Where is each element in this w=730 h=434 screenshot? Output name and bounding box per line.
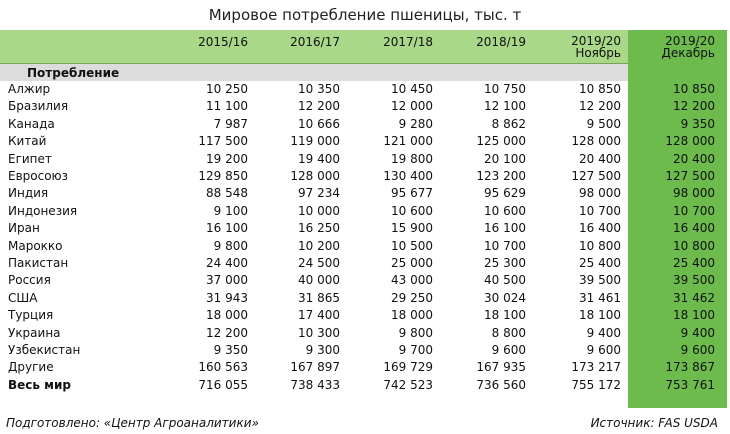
cell-value: 95 629 xyxy=(484,186,526,201)
column-header-month: Ноябрь xyxy=(575,46,621,60)
cell-value: 11 100 xyxy=(206,99,248,114)
footer-credit: Подготовлено: «Центр Агроаналитики» xyxy=(6,416,259,430)
cell-value: 15 900 xyxy=(391,221,433,236)
cell-value: 20 400 xyxy=(673,151,715,166)
cell-value: 128 000 xyxy=(571,134,621,149)
table-row xyxy=(0,168,730,185)
cell-value: 10 700 xyxy=(484,238,526,253)
table-row xyxy=(0,342,730,359)
cell-value: 167 935 xyxy=(476,360,526,375)
table-row xyxy=(0,203,730,220)
cell-value: 95 677 xyxy=(391,186,433,201)
cell-value: 127 500 xyxy=(665,169,715,183)
cell-value: 7 987 xyxy=(213,116,248,131)
cell-value: 10 700 xyxy=(673,203,715,218)
cell-value: 16 400 xyxy=(673,221,715,236)
cell-value: 25 400 xyxy=(579,256,621,270)
cell-value: 9 350 xyxy=(680,116,715,131)
table-row xyxy=(0,116,730,133)
cell-value: 39 500 xyxy=(579,273,621,288)
cell-value: 9 800 xyxy=(398,325,433,340)
column-header xyxy=(531,35,621,59)
cell-value: 121 000 xyxy=(383,134,433,149)
cell-value: 12 100 xyxy=(484,99,526,114)
total-row xyxy=(0,377,730,394)
cell-value: 31 865 xyxy=(298,290,340,305)
column-header xyxy=(158,36,248,48)
column-header xyxy=(250,36,340,48)
row-country: США xyxy=(8,290,38,305)
cell-value: 9 350 xyxy=(213,343,248,357)
table-row xyxy=(0,255,730,272)
cell-value: 98 000 xyxy=(579,186,621,201)
column-header-year: 2019/20 xyxy=(665,34,715,48)
cell-value: 167 897 xyxy=(290,360,340,375)
cell-value: 39 500 xyxy=(673,273,715,288)
row-country: Бразилия xyxy=(8,99,69,114)
column-header-month: Декабрь xyxy=(661,46,715,60)
cell-value: 16 250 xyxy=(298,221,340,236)
table-row xyxy=(0,98,730,115)
cell-value: 31 461 xyxy=(579,290,621,305)
cell-value: 10 500 xyxy=(391,238,433,253)
cell-value: 17 400 xyxy=(298,308,340,323)
row-country: Пакистан xyxy=(8,256,69,270)
row-country: Евросоюз xyxy=(8,169,69,183)
cell-value: 20 100 xyxy=(484,151,526,166)
cell-value: 9 300 xyxy=(305,343,340,357)
row-country: Египет xyxy=(8,151,52,166)
cell-value: 9 280 xyxy=(398,116,433,131)
cell-value: 755 172 xyxy=(571,377,621,392)
cell-value: 127 500 xyxy=(571,169,621,183)
table-row xyxy=(0,185,730,202)
cell-value: 24 400 xyxy=(206,256,248,270)
cell-value: 19 400 xyxy=(298,151,340,166)
cell-value: 12 200 xyxy=(673,99,715,114)
cell-value: 10 250 xyxy=(206,82,248,96)
row-country: Другие xyxy=(8,360,54,375)
column-header-year: 2015/16 xyxy=(198,35,248,49)
table-row xyxy=(0,238,730,255)
cell-value: 25 400 xyxy=(673,256,715,270)
cell-value: 10 300 xyxy=(298,325,340,340)
cell-value: 18 100 xyxy=(579,308,621,323)
table-row xyxy=(0,81,730,98)
cell-value: 12 200 xyxy=(579,99,621,114)
table-row xyxy=(0,290,730,307)
cell-value: 9 500 xyxy=(586,116,621,131)
table-row xyxy=(0,307,730,324)
cell-value: 37 000 xyxy=(206,273,248,288)
cell-value: 10 850 xyxy=(673,82,715,96)
cell-value: 129 850 xyxy=(198,169,248,183)
cell-value: 18 100 xyxy=(673,308,715,323)
row-country: Индия xyxy=(8,186,49,201)
cell-value: 24 500 xyxy=(298,256,340,270)
cell-value: 12 000 xyxy=(391,99,433,114)
cell-value: 173 217 xyxy=(571,360,621,375)
cell-value: 25 300 xyxy=(484,256,526,270)
cell-value: 9 800 xyxy=(213,238,248,253)
cell-value: 19 200 xyxy=(206,151,248,166)
row-country: Весь мир xyxy=(8,377,71,392)
cell-value: 97 234 xyxy=(298,186,340,201)
column-header-year: 2017/18 xyxy=(383,35,433,49)
cell-value: 10 850 xyxy=(579,82,621,96)
cell-value: 9 400 xyxy=(680,325,715,340)
cell-value: 18 100 xyxy=(484,308,526,323)
cell-value: 40 000 xyxy=(298,273,340,288)
cell-value: 10 000 xyxy=(298,203,340,218)
cell-value: 10 450 xyxy=(391,82,433,96)
cell-value: 19 800 xyxy=(391,151,433,166)
cell-value: 173 867 xyxy=(665,360,715,375)
row-country: Иран xyxy=(8,221,40,236)
table-title: Мировое потребление пшеницы, тыс. т xyxy=(208,6,522,24)
cell-value: 117 500 xyxy=(198,134,248,149)
cell-value: 716 055 xyxy=(198,377,248,392)
cell-value: 123 200 xyxy=(476,169,526,183)
cell-value: 18 000 xyxy=(206,308,248,323)
cell-value: 9 400 xyxy=(586,325,621,340)
row-country: Турция xyxy=(8,308,54,323)
cell-value: 30 024 xyxy=(484,290,526,305)
table-row xyxy=(0,151,730,168)
table-row xyxy=(0,220,730,237)
row-country: Марокко xyxy=(8,238,63,253)
cell-value: 10 666 xyxy=(298,116,340,131)
cell-value: 10 200 xyxy=(298,238,340,253)
cell-value: 10 600 xyxy=(391,203,433,218)
row-country: Индонезия xyxy=(8,203,78,218)
cell-value: 9 100 xyxy=(213,203,248,218)
cell-value: 742 523 xyxy=(383,377,433,392)
row-country: Украина xyxy=(8,325,61,340)
section-label: Потребление xyxy=(27,66,120,80)
row-country: Узбекистан xyxy=(8,343,81,357)
cell-value: 31 943 xyxy=(206,290,248,305)
cell-value: 736 560 xyxy=(476,377,526,392)
table-row xyxy=(0,359,730,376)
cell-value: 9 600 xyxy=(491,343,526,357)
row-country: Китай xyxy=(8,134,47,149)
cell-value: 9 600 xyxy=(680,343,715,357)
cell-value: 16 100 xyxy=(484,221,526,236)
cell-value: 8 862 xyxy=(491,116,526,131)
cell-value: 98 000 xyxy=(673,186,715,201)
footer-source: Источник: FAS USDA xyxy=(590,416,718,430)
cell-value: 9 700 xyxy=(398,343,433,357)
cell-value: 738 433 xyxy=(290,377,340,392)
cell-value: 9 600 xyxy=(586,343,621,357)
column-header-year: 2016/17 xyxy=(290,35,340,49)
cell-value: 40 500 xyxy=(484,273,526,288)
column-header xyxy=(436,36,526,48)
cell-value: 88 548 xyxy=(206,186,248,201)
cell-value: 16 400 xyxy=(579,221,621,236)
cell-value: 10 800 xyxy=(579,238,621,253)
cell-value: 10 600 xyxy=(484,203,526,218)
cell-value: 16 100 xyxy=(206,221,248,236)
cell-value: 130 400 xyxy=(383,169,433,183)
cell-value: 43 000 xyxy=(391,273,433,288)
table-row xyxy=(0,272,730,289)
column-header xyxy=(343,36,433,48)
cell-value: 119 000 xyxy=(290,134,340,149)
cell-value: 10 750 xyxy=(484,82,526,96)
row-country: Россия xyxy=(8,273,51,288)
cell-value: 31 462 xyxy=(673,290,715,305)
cell-value: 20 400 xyxy=(579,151,621,166)
cell-value: 12 200 xyxy=(298,99,340,114)
cell-value: 10 800 xyxy=(673,238,715,253)
cell-value: 8 800 xyxy=(491,325,526,340)
cell-value: 160 563 xyxy=(198,360,248,375)
table-row xyxy=(0,133,730,150)
cell-value: 169 729 xyxy=(383,360,433,375)
row-country: Канада xyxy=(8,116,55,131)
column-header-year: 2019/20 xyxy=(571,34,621,48)
cell-value: 18 000 xyxy=(391,308,433,323)
cell-value: 12 200 xyxy=(206,325,248,340)
row-country: Алжир xyxy=(8,82,51,96)
column-header xyxy=(625,35,715,59)
cell-value: 753 761 xyxy=(665,377,715,392)
cell-value: 128 000 xyxy=(665,134,715,149)
cell-value: 125 000 xyxy=(476,134,526,149)
cell-value: 29 250 xyxy=(391,290,433,305)
cell-value: 128 000 xyxy=(290,169,340,183)
cell-value: 10 700 xyxy=(579,203,621,218)
cell-value: 25 000 xyxy=(391,256,433,270)
table-row xyxy=(0,325,730,342)
cell-value: 10 350 xyxy=(298,82,340,96)
column-header-year: 2018/19 xyxy=(476,35,526,49)
